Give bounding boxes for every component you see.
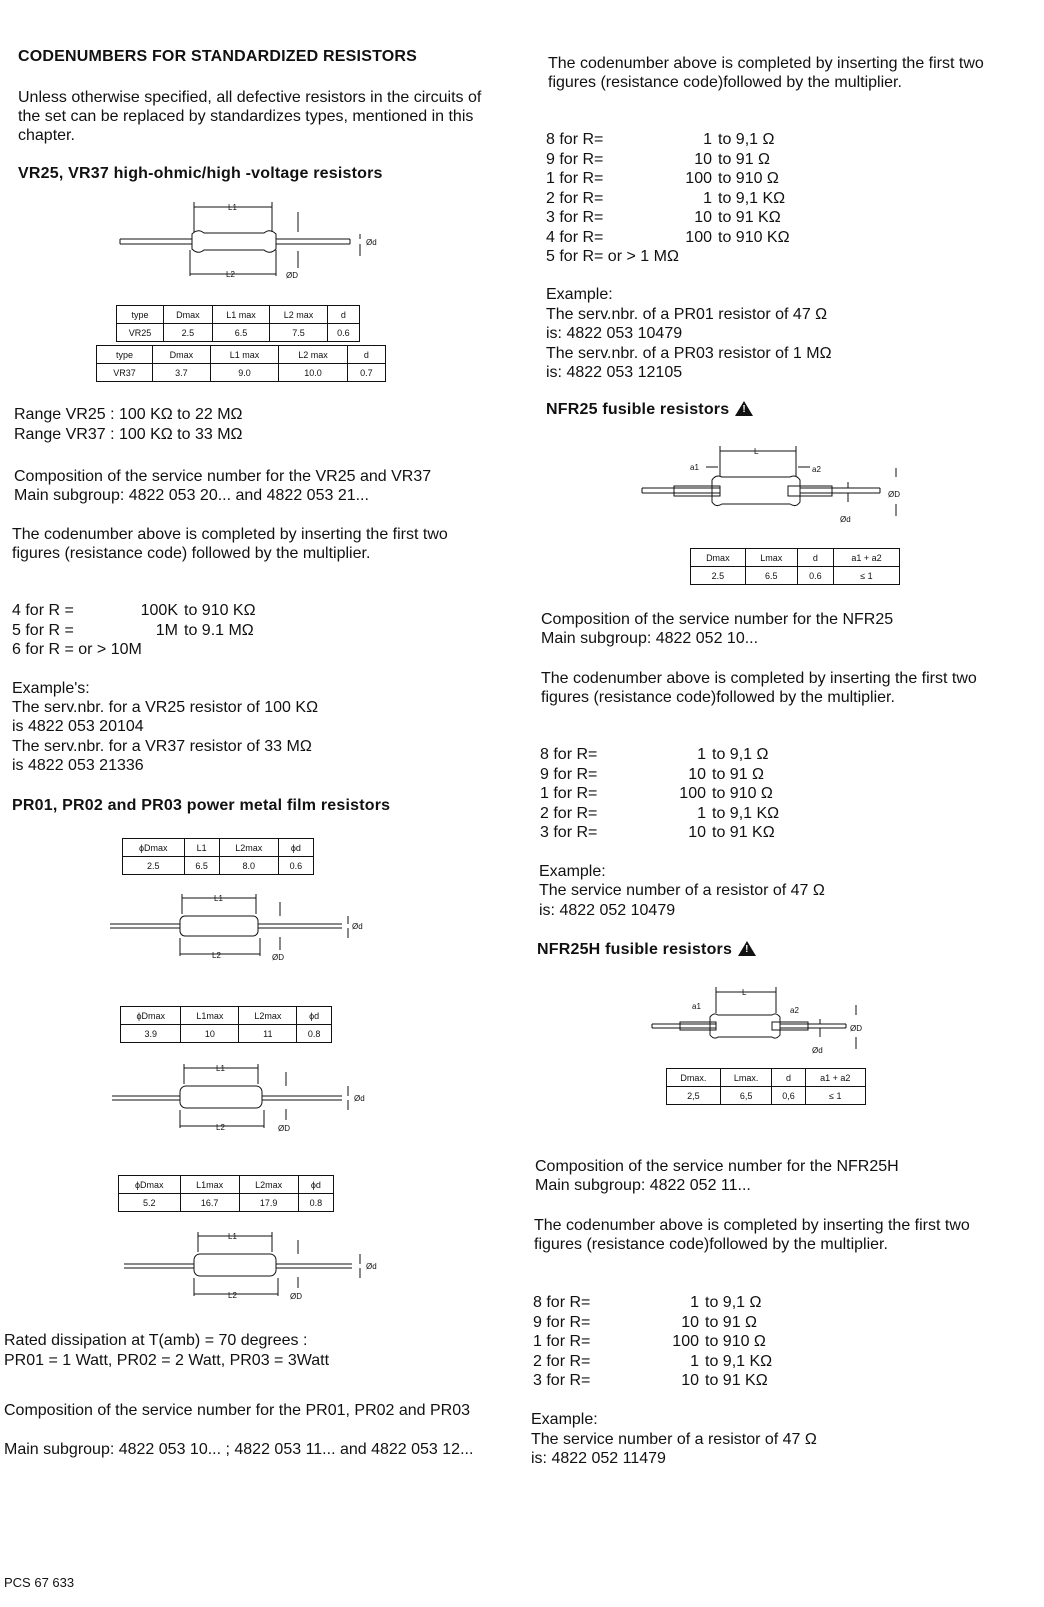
list-item: 2 for R= 1 to 9,1 KΩ [533,1352,773,1370]
svg-text:a1: a1 [692,1002,701,1011]
vr-oD-label: ØD [286,271,298,280]
nfr25-subgroup: Main subgroup: 4822 052 10... [541,630,759,647]
list-item: 1 for R= 100 to 910 Ω [533,1333,766,1350]
svg-text:Ød: Ød [352,922,363,931]
list-item: 1 for R= 100 to 910 Ω [546,170,779,187]
list-item: 9 for R= 10 to 91 Ω [540,765,764,783]
nfr25-composition: Composition of the service number for the NFR25 [541,611,894,628]
vr-completion: The codenumber above is completed by inserting the first two figures (resistance code) followed by the multiplier. [12,526,448,562]
svg-text:ØD: ØD [290,1292,302,1301]
list-item: 8 for R= 1 to 9,1 Ω [540,746,769,763]
svg-text:L: L [742,988,747,997]
vr-od-label: Ød [366,238,377,247]
pr-completion: The codenumber above is completed by inserting the first two figures (resistance code)followed by the multiplier. [548,55,984,91]
list-item: 5 for R = 1M to 9.1 MΩ [12,621,254,639]
svg-text:L1: L1 [228,1232,237,1241]
list-item: 3 for R= 10 to 91 KΩ [546,209,781,226]
nfr25h-example: The service number of a resistor of 47 Ω [531,1431,817,1448]
nfr25h-table: Dmax. Lmax. d a1 + a2 2,5 6,5 0,6 ≤ 1 [666,1068,866,1105]
list-item: 6 for R = or > 10M [12,641,142,658]
list-item: 8 for R= 1 to 9,1 Ω [546,131,775,148]
nfr25-heading: NFR25 fusible resistors! [546,401,753,419]
pr-code-list [546,130,790,267]
nfr25-completion: The codenumber above is completed by inserting the first two figures (resistance code)followed by the multiplier. [541,670,977,706]
vr37-table: type Dmax L1 max L2 max d VR37 3.7 9.0 10.0 0.7 [96,345,386,382]
nfr25h-resistor-diagram [650,985,870,1057]
svg-text:Ød: Ød [812,1046,823,1055]
pr-example-title: Example: [546,286,613,303]
nfr25h-code-list [533,1293,772,1391]
vr-example-2-number: is 4822 053 21336 [12,757,144,774]
svg-text:L2: L2 [212,951,221,960]
pr01-table: ϕDmax L1 L2max ϕd 2.5 6.5 8.0 0.6 [122,838,314,875]
list-item: 5 for R= or > 1 MΩ [546,248,679,265]
nfr25h-subgroup: Main subgroup: 4822 052 11... [535,1177,751,1194]
nfr25-resistor-diagram [640,442,910,530]
vr37-range: Range VR37 : 100 KΩ to 33 MΩ [14,426,243,443]
pr-rated-dissipation: Rated dissipation at T(amb) = 70 degrees : [4,1332,308,1349]
vr-example-2: The serv.nbr. for a VR37 resistor of 33 MΩ [12,738,312,755]
list-item: 9 for R= 10 to 91 Ω [533,1313,757,1331]
nfr25-example: The service number of a resistor of 47 Ω [539,882,825,899]
vr-subgroup: Main subgroup: 4822 053 20... and 4822 053 21... [14,487,369,504]
pr-watts: PR01 = 1 Watt, PR02 = 2 Watt, PR03 = 3Watt [4,1352,330,1369]
vr-example-1: The serv.nbr. for a VR25 resistor of 100 KΩ [12,699,319,716]
svg-text:a1: a1 [690,463,699,472]
pr01-resistor-diagram [110,892,363,964]
pr03-resistor-diagram [124,1228,377,1301]
intro-text: Unless otherwise specified, all defective resistors in the circuits of the set can be replaced by standardizes types, mentioned in this chapter. [18,89,482,144]
list-item: 2 for R= 1 to 9,1 KΩ [540,804,780,822]
pr-example-1-number: is: 4822 053 10479 [546,325,683,342]
pr-subgroup: Main subgroup: 4822 053 10... ; 4822 053 11... and 4822 053 12... [4,1441,474,1458]
list-item: 9 for R= 10 to 91 Ω [546,150,770,168]
nfr25-example-title: Example: [539,863,606,880]
pr02-table: ϕDmax L1max L2max ϕd 3.9 10 11 0.8 [120,1006,332,1043]
nfr25h-heading: NFR25H fusible resistors! [537,941,756,959]
pr-composition: Composition of the service number for the PR01, PR02 and PR03 [4,1402,471,1419]
nfr25-table: Dmax Lmax d a1 + a2 2.5 6.5 0.6 ≤ 1 [690,548,900,585]
svg-text:ØD: ØD [272,953,284,962]
svg-text:L1: L1 [214,894,223,903]
vr-example-1-number: is 4822 053 20104 [12,718,144,735]
vr25-table: type Dmax L1 max L2 max d VR25 2.5 6.5 7.5 0.6 [116,305,360,342]
svg-text:ØD: ØD [888,490,900,499]
svg-text:a2: a2 [790,1006,799,1015]
pr02-resistor-diagram [112,1060,365,1133]
nfr25h-composition: Composition of the service number for the NFR25H [535,1158,899,1175]
list-item: 4 for R= 100 to 910 KΩ [546,228,790,246]
svg-text:ØD: ØD [278,1124,290,1133]
vr-l1-label: L1 [228,203,237,212]
nfr25h-example-number: is: 4822 052 11479 [531,1450,666,1467]
pr-heading: PR01, PR02 and PR03 power metal film resistors [12,797,391,814]
list-item: 3 for R= 10 to 91 KΩ [540,824,775,841]
nfr25-code-list [540,745,779,843]
svg-text:L2: L2 [216,1123,225,1132]
list-item: 4 for R = 100K to 910 KΩ [12,602,256,619]
vr-composition: Composition of the service number for the VR25 and VR37 [14,468,432,485]
svg-text:a2: a2 [812,465,821,474]
svg-text:L2: L2 [228,1291,237,1300]
vr-resistor-diagram [110,198,380,286]
svg-text:L1: L1 [216,1064,225,1073]
svg-text:Ød: Ød [366,1262,377,1271]
list-item: 3 for R= 10 to 91 KΩ [533,1372,768,1389]
svg-text:ØD: ØD [850,1024,862,1033]
vr-l2-label: L2 [226,270,235,279]
list-item: 8 for R= 1 to 9,1 Ω [533,1294,762,1311]
pr-example-2: The serv.nbr. of a PR03 resistor of 1 MΩ [546,345,832,362]
list-item: 2 for R= 1 to 9,1 KΩ [546,189,786,207]
pr-example-1: The serv.nbr. of a PR01 resistor of 47 Ω [546,306,828,323]
list-item: 1 for R= 100 to 910 Ω [540,785,773,802]
warning-triangle-icon [735,401,753,416]
svg-text:Ød: Ød [354,1094,365,1103]
nfr25-example-number: is: 4822 052 10479 [539,902,676,919]
warning-triangle-icon [738,941,756,956]
vr-examples-title: Example's: [12,680,90,697]
vr-heading: VR25, VR37 high-ohmic/high -voltage resistors [18,165,383,182]
pr-example-2-number: is: 4822 053 12105 [546,364,683,381]
pr03-table: ϕDmax L1max L2max ϕd 5.2 16.7 17.9 0.8 [118,1175,334,1212]
page-title: CODENUMBERS FOR STANDARDIZED RESISTORS [18,48,418,65]
vr-code-list [12,601,256,660]
nfr25h-example-title: Example: [531,1411,598,1428]
vr25-range: Range VR25 : 100 KΩ to 22 MΩ [14,406,243,423]
svg-text:Ød: Ød [840,515,851,524]
page-footer: PCS 67 633 [4,1575,75,1590]
svg-text:L: L [754,447,759,456]
nfr25h-completion: The codenumber above is completed by inserting the first two figures (resistance code)followed by the multiplier. [534,1217,970,1253]
